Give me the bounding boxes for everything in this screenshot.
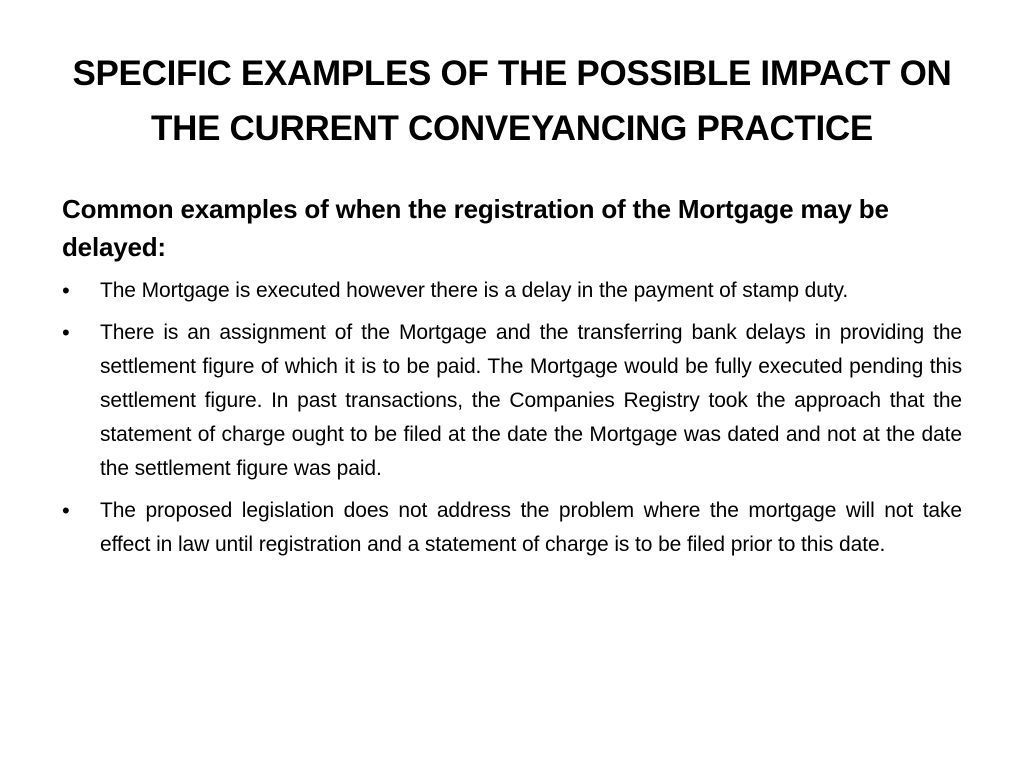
bullet-item: [62, 316, 962, 486]
slide-subheading: Common examples of when the registration of the Mortgage may be delayed:: [62, 194, 889, 262]
slide-title: SPECIFIC EXAMPLES OF THE POSSIBLE IMPACT ON THE CURRENT CONVEYANCING PRACTICE: [72, 54, 952, 148]
bullet-item: [62, 274, 962, 308]
bullet-item: [62, 494, 962, 562]
slide-body: [62, 190, 962, 570]
bullet-text: The Mortgage is executed however there is a delay in the payment of stamp duty.: [100, 279, 849, 302]
bullet-icon: •: [62, 278, 70, 303]
bullet-icon: •: [62, 320, 70, 345]
bullet-text: The proposed legislation does not address the problem where the mortgage will not take effect in law until registration and a statement of charge is to be filed prior to this date.: [100, 499, 962, 556]
bullet-icon: •: [62, 498, 70, 523]
bullet-text: There is an assignment of the Mortgage and the transferring bank delays in providing the settlement figure of which it is to be paid. The Mortgage would be fully executed pending this settlement figure. In past transactions, the Companies Registry took the approach that the statement of charge ought to be filed at the date the Mortgage was dated and not at the date the settlement figure was paid.: [100, 321, 962, 480]
bullet-list: [62, 274, 962, 562]
